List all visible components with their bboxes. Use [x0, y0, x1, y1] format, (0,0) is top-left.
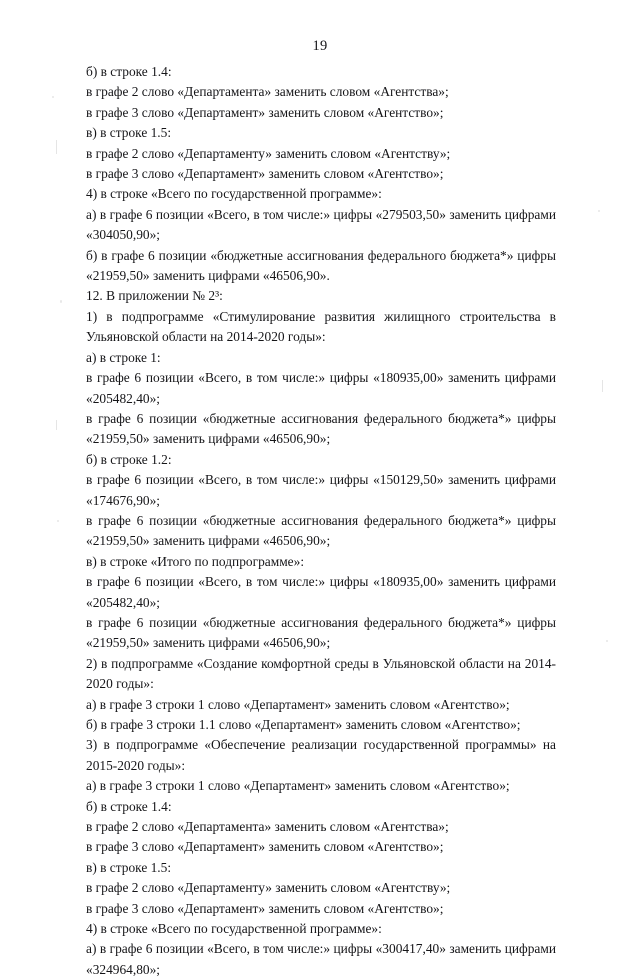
- paragraph: 12. В приложении № 2³:: [86, 288, 223, 304]
- scan-speck: [598, 210, 600, 212]
- paragraph: в графе 2 слово «Департамента» заменить словом «Агентства»;: [86, 84, 449, 100]
- paragraph: в графе 3 слово «Департамент» заменить словом «Агентство»;: [86, 166, 444, 182]
- paragraph: 1) в подпрограмме «Стимулирование развития жилищного строительства в Ульяновской области на 2014-2020 годы»:: [86, 308, 556, 345]
- scan-edge-mark: [602, 380, 603, 392]
- paragraph: а) в графе 6 позиции «Всего, в том числе:» цифры «300417,40» заменить цифрами «324964,80»;: [86, 941, 556, 977]
- paragraph: в графе 2 слово «Департаменту» заменить словом «Агентству»;: [86, 880, 451, 896]
- document-body: [86, 62, 556, 980]
- paragraph: в графе 3 слово «Департамент» заменить словом «Агентство»;: [86, 104, 444, 120]
- scan-speck: [60, 300, 62, 303]
- paragraph: а) в строке 1:: [86, 349, 161, 365]
- paragraph: б) в графе 6 позиции «бюджетные ассигнования федерального бюджета*» цифры «21959,50» заменить цифрами «46506,90».: [86, 247, 556, 284]
- paragraph: в графе 3 слово «Департамент» заменить словом «Агентство»;: [86, 900, 444, 916]
- paragraph: в) в строке «Итого по подпрограмме»:: [86, 553, 305, 569]
- paragraph: б) в строке 1.4:: [86, 64, 172, 79]
- paragraph: в) в строке 1.5:: [86, 125, 172, 141]
- paragraph: 2) в подпрограмме «Создание комфортной среды в Ульяновской области на 2014-2020 годы»:: [86, 655, 556, 692]
- paragraph: в графе 6 позиции «бюджетные ассигнования федерального бюджета*» цифры «21959,50» заменить цифрами «46506,90»;: [86, 614, 556, 651]
- paragraph: а) в графе 3 строки 1 слово «Департамент» заменить словом «Агентство»;: [86, 778, 510, 794]
- paragraph: б) в строке 1.2:: [86, 451, 172, 467]
- paragraph: 3) в подпрограмме «Обеспечение реализации государственной программы» на 2015-2020 годы»:: [86, 737, 556, 773]
- paragraph: в графе 2 слово «Департамента» заменить словом «Агентства»;: [86, 819, 449, 835]
- paragraph: в графе 2 слово «Департаменту» заменить словом «Агентству»;: [86, 145, 451, 161]
- scan-edge-mark: [56, 140, 57, 154]
- paragraph: а) в графе 3 строки 1 слово «Департамент» заменить словом «Агентство»;: [86, 696, 510, 712]
- paragraph: в графе 6 позиции «бюджетные ассигнования федерального бюджета*» цифры «21959,50» заменить цифрами «46506,90»;: [86, 410, 556, 447]
- paragraph: в графе 6 позиции «бюджетные ассигнования федерального бюджета*» цифры «21959,50» заменить цифрами «46506,90»;: [86, 512, 556, 549]
- paragraph: 4) в строке «Всего по государственной программе»:: [86, 186, 382, 202]
- paragraph: в графе 6 позиции «Всего, в том числе:» цифры «180935,00» заменить цифрами «205482,40»;: [86, 574, 556, 610]
- paragraph: б) в строке 1.4:: [86, 798, 172, 814]
- paragraph: а) в графе 6 позиции «Всего, в том числе:» цифры «279503,50» заменить цифрами «304050,90»;: [86, 206, 556, 243]
- paragraph: 4) в строке «Всего по государственной программе»:: [86, 921, 382, 937]
- paragraph: в графе 6 позиции «Всего, в том числе:» цифры «180935,00» заменить цифрами «205482,40»;: [86, 370, 556, 406]
- paragraph: в графе 6 позиции «Всего, в том числе:» цифры «150129,50» заменить цифрами «174676,90»;: [86, 472, 556, 508]
- scan-speck: [606, 640, 608, 642]
- page-number: 19: [312, 38, 328, 54]
- scan-speck: [57, 520, 59, 522]
- scan-speck: [52, 96, 54, 98]
- paragraph: в) в строке 1.5:: [86, 859, 172, 875]
- paragraph: б) в графе 3 строки 1.1 слово «Департамент» заменить словом «Агентство»;: [86, 717, 521, 732]
- scan-edge-mark: [56, 420, 57, 430]
- paragraph: в графе 3 слово «Департамент» заменить словом «Агентство»;: [86, 839, 444, 855]
